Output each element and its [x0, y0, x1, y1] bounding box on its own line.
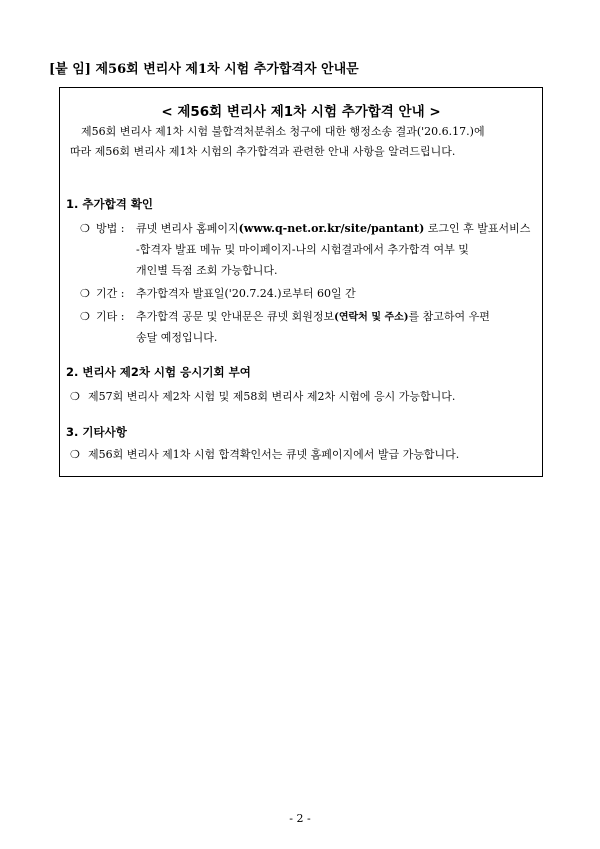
section-1-title: 1. 추가합격 확인 [66, 197, 154, 211]
intro-line-1: 제56회 변리사 제1차 시험 불합격처분취소 청구에 대한 행정소송 결과('20.6.17.)에 [81, 125, 485, 138]
notice-intro [70, 122, 532, 162]
period-label: 기간 : [96, 287, 125, 300]
bullet-icon: ❍ [70, 390, 80, 403]
bullet-icon: ❍ [70, 448, 80, 461]
method-line-2: -합격자 발표 메뉴 및 마이페이지-나의 시험결과에서 추가합격 여부 및 [136, 243, 469, 256]
section-2-text: 제57회 변리사 제2차 시험 및 제58회 변리사 제2차 시험에 응시 가능합니다. [88, 390, 456, 403]
bullet-icon: ❍ [80, 222, 90, 235]
method-label: 방법 : [96, 222, 125, 235]
notice-box [59, 87, 543, 477]
period-text: 추가합격자 발표일('20.7.24.)로부터 60일 간 [136, 287, 356, 300]
etc-line-2: 송달 예정입니다. [136, 331, 218, 344]
attachment-heading: [붙 임] 제56회 변리사 제1차 시험 추가합격자 안내문 [49, 62, 359, 77]
qnet-url: (www.q-net.or.kr/site/pantant) [238, 222, 425, 235]
bullet-icon: ❍ [80, 287, 90, 300]
etc-line-1 [136, 306, 490, 328]
method-text-b: 로그인 후 발표서비스 [424, 222, 531, 235]
bullet-icon: ❍ [80, 310, 90, 323]
notice-title: < 제56회 변리사 제1차 시험 추가합격 안내 > [161, 104, 441, 120]
etc-text-bold: (연락처 및 주소) [334, 312, 409, 323]
section-3-text: 제56회 변리사 제1차 시험 합격확인서는 큐넷 홈페이지에서 발급 가능합니다. [88, 448, 460, 461]
method-line-3: 개인별 득점 조회 가능합니다. [136, 264, 278, 277]
intro-line-2: 따라 제56회 변리사 제1차 시험의 추가합격과 관련한 안내 사항을 알려드립니다. [70, 145, 456, 158]
etc-text-a: 추가합격 공문 및 안내문은 큐넷 회원정보 [136, 310, 335, 323]
method-text-a: 큐넷 변리사 홈페이지 [136, 222, 239, 235]
method-line-1 [136, 218, 530, 239]
page-number: - 2 - [289, 812, 311, 825]
etc-text-b: 를 참고하여 우편 [408, 310, 490, 323]
etc-label: 기타 : [96, 310, 125, 323]
section-3-title: 3. 기타사항 [66, 425, 127, 439]
section-2-title: 2. 변리사 제2차 시험 응시기회 부여 [66, 365, 251, 379]
